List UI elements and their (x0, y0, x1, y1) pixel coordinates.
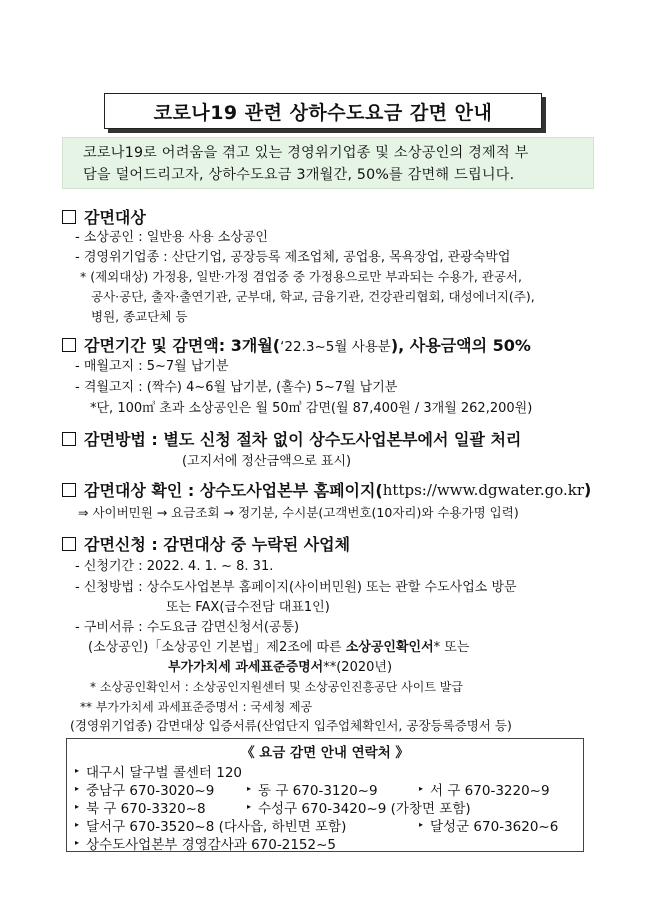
apply-crisis-docs: (경영위기업종) 감면대상 입증서류(산업단지 입주업체확인서, 공장등록증명서 등) (70, 718, 512, 733)
contact-title: 《 요금 감면 안내 연락처 》 (241, 745, 409, 761)
checkbox-square-icon (62, 537, 76, 551)
contact-dalseong (419, 815, 558, 835)
target-exclusion-1: * (제외대상) 가정용, 일반·가정 겸업중 중 가정용으로만 부과되는 수용가, 관공서, (80, 269, 522, 284)
section-apply-title: 감면신청 : 감면대상 중 누락된 사업체 (84, 535, 351, 554)
triangle-bullet-icon: ▸ (75, 819, 80, 829)
apply-docs-vat-suffix: **(2020년) (323, 660, 393, 675)
contact-dong (247, 779, 378, 799)
contact-seo-text: 서 구 670-3220~9 (430, 783, 550, 799)
section-confirm-close: ) (584, 480, 592, 499)
section-period-heading (62, 333, 531, 356)
apply-note-2: ** 부가가치세 과세표준증명서 : 국세청 제공 (80, 700, 313, 714)
section-method-title: 감면방법 : 별도 신청 절차 없이 상수도사업본부에서 일괄 처리 (84, 430, 522, 449)
contact-call-center (75, 761, 242, 781)
contact-suseong-text: 수성구 670-3420~9 (가창면 포함) (258, 801, 471, 817)
contact-buk-text: 북 구 670-3320~8 (86, 801, 206, 817)
page-title: 코로나19 관련 상하수도요금 감면 안내 (153, 101, 493, 124)
checkbox-square-icon (62, 210, 76, 224)
contact-dalseo (75, 815, 346, 835)
triangle-bullet-icon: ▸ (419, 819, 424, 829)
apply-docs-sme-prefix: (소상공인)「소상공인 기본법」제2조에 따른 (88, 640, 346, 655)
contact-jung-nam (75, 779, 214, 799)
period-note: *단, 100㎥ 초과 소상공인은 월 50㎥ 감면(월 87,400원 / 3개월 262,200원) (90, 401, 533, 416)
section-apply-heading (62, 532, 350, 555)
section-period-title: 감면기간 및 감면액 (84, 336, 219, 355)
section-confirm-heading (62, 478, 591, 501)
section-method-heading (62, 427, 521, 450)
checkbox-square-icon (62, 483, 76, 497)
contact-jung-nam-text: 중남구 670-3020~9 (86, 783, 215, 799)
target-item-crisis: - 경영위기업종 : 산단기업, 공장등록 제조업체, 공업용, 목욕장업, 관광숙박업 (75, 250, 511, 265)
checkbox-square-icon (62, 432, 76, 446)
section-period-value: : 3개월( (218, 336, 281, 355)
contact-dong-text: 동 구 670-3120~9 (258, 783, 378, 799)
triangle-bullet-icon: ▸ (75, 801, 80, 811)
confirm-path: ⇒ 사이버민원 → 요금조회 → 정기분, 수시분(고객번호(10자리)와 수용가명 입력) (78, 505, 519, 520)
title-box (104, 93, 542, 129)
contact-seo (419, 779, 550, 799)
contact-buk (75, 797, 206, 817)
apply-docs: - 구비서류 : 수도요금 감면신청서(공통) (75, 620, 300, 635)
triangle-bullet-icon: ▸ (247, 801, 252, 811)
period-item-bimonthly: - 격월고지 : (짝수) 4~6월 납기분, (홀수) 5~7월 납기분 (75, 380, 398, 395)
section-confirm-title: 감면대상 확인 : 상수도사업본부 홈페이지( (84, 481, 383, 500)
triangle-bullet-icon: ▸ (419, 783, 424, 793)
homepage-link[interactable]: https://www.dgwater.go.kr (382, 480, 585, 499)
section-period-usage: ‘22.3~5월 사용분 (280, 338, 391, 355)
apply-docs-sme-suffix: * 또는 (433, 640, 470, 655)
apply-docs-vat-cert: 부가가치세 과세표준증명서 (168, 660, 324, 675)
section-period-rate: ), 사용금액의 50% (390, 336, 531, 355)
contact-dalseong-text: 달성군 670-3620~6 (430, 819, 559, 835)
section-target-heading (62, 205, 146, 228)
apply-docs-vat (168, 656, 392, 675)
checkbox-square-icon (62, 338, 76, 352)
apply-docs-sme-cert: 소상공인확인서 (345, 640, 434, 655)
contact-dalseo-text: 달서구 670-3520~8 (다사읍, 하빈면 포함) (86, 819, 347, 835)
apply-period: - 신청기간 : 2022. 4. 1. ~ 8. 31. (75, 559, 274, 574)
contact-hq (75, 833, 336, 853)
intro-line-1: 코로나19로 어려움을 겪고 있는 경영위기업종 및 소상공인의 경제적 부 (83, 145, 529, 161)
intro-line-2: 담을 덜어드리고자, 상하수도요금 3개월간, 50%를 감면해 드립니다. (83, 167, 515, 183)
contact-hq-text: 상수도사업본부 경영감사과 670-2152~5 (86, 837, 336, 853)
target-item-sme: - 소상공인 : 일반용 사용 소상공인 (75, 230, 268, 245)
period-item-monthly: - 매월고지 : 5~7월 납기분 (75, 359, 229, 374)
target-exclusion-3: 병원, 종교단체 등 (91, 309, 188, 324)
triangle-bullet-icon: ▸ (75, 783, 80, 793)
contact-suseong (247, 797, 471, 817)
contact-call-center-text: 대구시 달구벌 콜센터 120 (86, 765, 243, 781)
triangle-bullet-icon: ▸ (247, 783, 252, 793)
section-target-title: 감면대상 (84, 208, 146, 227)
apply-method-1: - 신청방법 : 상수도사업본부 홈페이지(사이버민원) 또는 관할 수도사업소 방문 (75, 580, 517, 595)
target-exclusion-2: 공사·공단, 출자·출연기관, 군부대, 학교, 금융기관, 건강관리협회, 대성에너지(주), (91, 289, 535, 304)
apply-docs-sme (88, 636, 469, 655)
apply-method-2: 또는 FAX(급수전담 대표1인) (166, 600, 330, 615)
method-sub: (고지서에 정산금액으로 표시) (182, 454, 352, 469)
apply-note-1: * 소상공인확인서 : 소상공인지원센터 및 소상공인진흥공단 사이트 발급 (90, 680, 463, 694)
triangle-bullet-icon: ▸ (75, 837, 80, 847)
triangle-bullet-icon: ▸ (75, 765, 80, 775)
intro-box (62, 137, 594, 189)
contact-box (66, 738, 584, 852)
